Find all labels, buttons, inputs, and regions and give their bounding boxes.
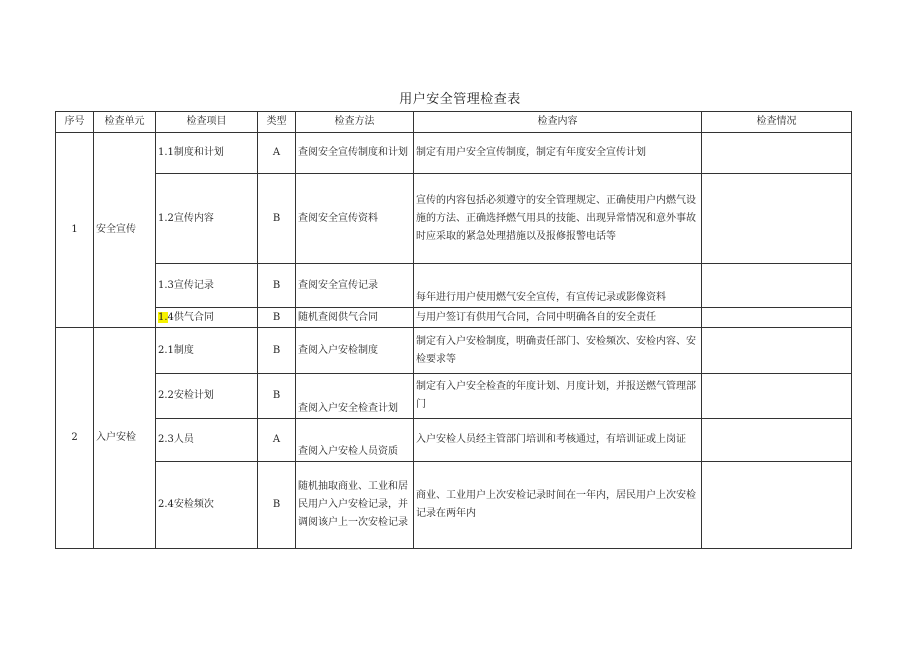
check-item: 1.3宣传记录 (156, 264, 258, 308)
check-type: B (258, 374, 296, 419)
check-content: 入户安检人员经主管部门培训和考核通过，有培训证或上岗证 (414, 419, 702, 462)
table-row (56, 462, 852, 549)
check-result[interactable] (702, 328, 852, 374)
header-unit: 检查单元 (94, 112, 156, 133)
check-method: 查阅入户安检人员资质 (296, 419, 414, 462)
table-row (56, 133, 852, 174)
check-content: 商业、工业用户上次安检记录时间在一年内，居民用户上次安检记录在两年内 (414, 462, 702, 549)
page-title: 用户安全管理检查表 (399, 92, 521, 107)
unit-no: 1 (56, 133, 94, 328)
check-result[interactable] (702, 462, 852, 549)
unit-no: 2 (56, 328, 94, 549)
header-content: 检查内容 (414, 112, 702, 133)
check-content: 每年进行用户使用燃气安全宣传，有宣传记录或影像资料 (414, 264, 702, 308)
check-item: 2.4安检频次 (156, 462, 258, 549)
table-row (56, 328, 852, 374)
check-result[interactable] (702, 264, 852, 308)
check-result[interactable] (702, 374, 852, 419)
check-type: B (258, 462, 296, 549)
check-method: 随机查阅供气合同 (296, 308, 414, 328)
header-row (56, 112, 852, 133)
highlight-mark: 1. (158, 311, 168, 323)
check-type: A (258, 419, 296, 462)
check-type: A (258, 133, 296, 174)
header-no: 序号 (56, 112, 94, 133)
inspection-table (55, 111, 852, 549)
table-row (56, 174, 852, 264)
check-type: B (258, 264, 296, 308)
check-method: 查阅安全宣传资料 (296, 174, 414, 264)
check-type: B (258, 308, 296, 328)
table-row (56, 264, 852, 308)
check-content: 宣传的内容包括必须遵守的安全管理规定、正确使用户内燃气设施的方法、正确选择燃气用具的技能、出现异常情况和意外事故时应采取的紧急处理措施以及报修报警电话等 (414, 174, 702, 264)
header-method: 检查方法 (296, 112, 414, 133)
check-item: 1.1制度和计划 (156, 133, 258, 174)
check-result[interactable] (702, 419, 852, 462)
check-item: 1.4供气合同 (156, 308, 258, 328)
unit-name: 入户安检 (94, 328, 156, 549)
table-row (56, 374, 852, 419)
table-row (56, 308, 852, 328)
check-method: 查阅安全宣传记录 (296, 264, 414, 308)
check-type: B (258, 328, 296, 374)
check-content: 制定有入户安检制度，明确责任部门、安检频次、安检内容、安检要求等 (414, 328, 702, 374)
check-result[interactable] (702, 308, 852, 328)
check-content: 与用户签订有供用气合同，合同中明确各自的安全责任 (414, 308, 702, 328)
check-result[interactable] (702, 174, 852, 264)
header-type: 类型 (258, 112, 296, 133)
check-item: 2.3人员 (156, 419, 258, 462)
header-result: 检查情况 (702, 112, 852, 133)
check-method: 随机抽取商业、工业和居民用户入户安检记录，并调阅该户上一次安检记录 (296, 462, 414, 549)
table-row (56, 419, 852, 462)
check-item: 1.2宣传内容 (156, 174, 258, 264)
check-type: B (258, 174, 296, 264)
check-content: 制定有用户安全宣传制度，制定有年度安全宣传计划 (414, 133, 702, 174)
check-item: 2.2安检计划 (156, 374, 258, 419)
check-method: 查阅入户安全检查计划 (296, 374, 414, 419)
check-result[interactable] (702, 133, 852, 174)
check-content: 制定有入户安全检查的年度计划、月度计划，并报送燃气管理部门 (414, 374, 702, 419)
check-method: 查阅入户安检制度 (296, 328, 414, 374)
check-method: 查阅安全宣传制度和计划 (296, 133, 414, 174)
check-item: 2.1制度 (156, 328, 258, 374)
header-item: 检查项目 (156, 112, 258, 133)
unit-name: 安全宣传 (94, 133, 156, 328)
